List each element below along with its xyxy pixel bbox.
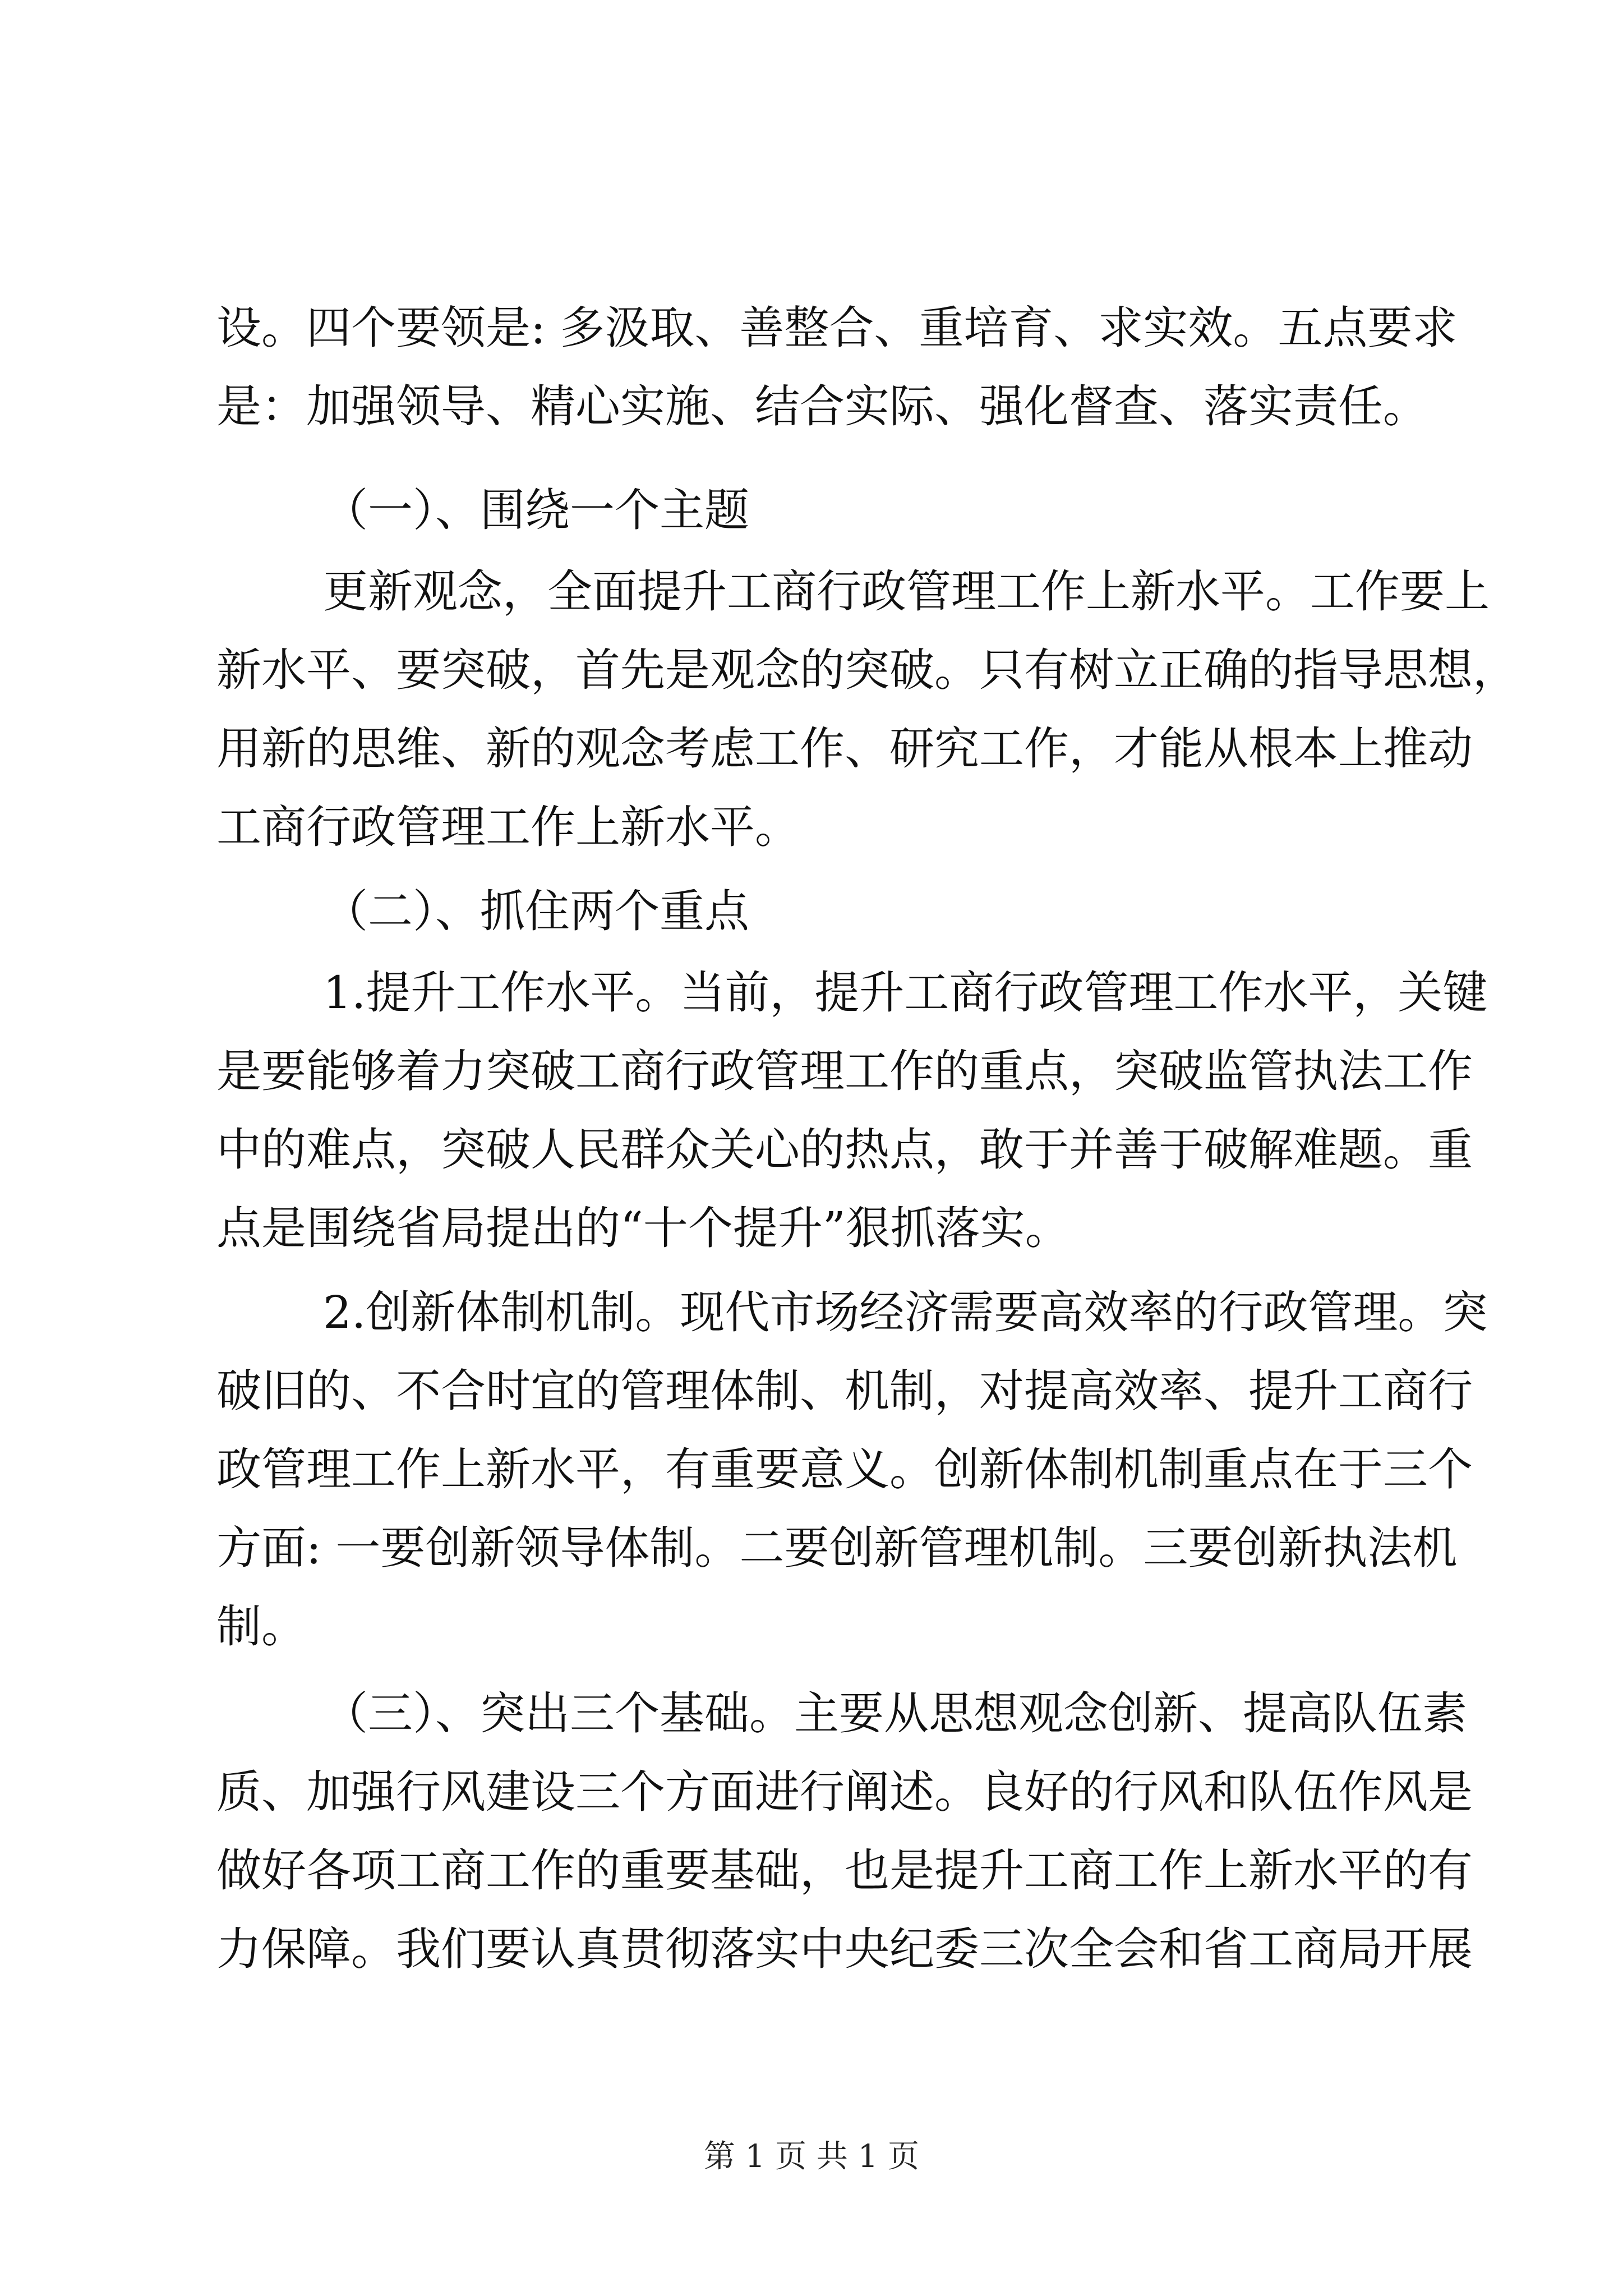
text-line: 点是围绕省局提出的“十个提升”狠抓落实。 <box>216 1202 1070 1254</box>
text-line: 做好各项工商工作的重要基础，也是提升工商工作上新水平的有 <box>216 1844 1473 1897</box>
text-line: 用新的思维、新的观念考虑工作、研究工作，才能从根本上推动 <box>216 723 1473 775</box>
text-line: 设。四个要领是: 多汲取、善整合、重培育、求实效。五点要求 <box>216 302 1458 354</box>
text-line: 破旧的、不合时宜的管理体制、机制，对提高效率、提升工商行 <box>216 1365 1473 1417</box>
text-line: 方面: 一要创新领导体制。二要创新管理机制。三要创新执法机 <box>216 1522 1458 1574</box>
text-line: 政管理工作上新水平，有重要意义。创新体制机制重点在于三个 <box>216 1443 1473 1496</box>
text-line: 新水平、要突破，首先是观念的突破。只有树立正确的指导思想， <box>216 644 1518 696</box>
text-line: 力保障。我们要认真贯彻落实中央纪委三次全会和省工商局开展 <box>216 1923 1473 1975</box>
text-line: 质、加强行风建设三个方面进行阐述。良好的行风和队伍作风是 <box>216 1766 1473 1818</box>
text-line: 制。 <box>216 1600 306 1653</box>
text-line: 1.提升工作水平。当前，提升工商行政管理工作水平，关键 <box>323 967 1488 1019</box>
text-line: 工商行政管理工作上新水平。 <box>216 801 800 853</box>
text-line: 是要能够着力突破工商行政管理工作的重点，突破监管执法工作 <box>216 1045 1473 1097</box>
text-line: （三）、突出三个基础。主要从思想观念创新、提高队伍素 <box>323 1687 1467 1740</box>
page-footer: 第 1 页 共 1 页 <box>703 2138 920 2175</box>
text-line: 更新观念，全面提升工商行政管理工作上新水平。工作要上 <box>323 565 1490 618</box>
section-heading: （二）、抓住两个重点 <box>323 885 749 937</box>
text-line: 中的难点，突破人民群众关心的热点，敢于并善于破解难题。重 <box>216 1124 1473 1176</box>
section-heading: （一）、围绕一个主题 <box>323 484 749 536</box>
text-line: 2.创新体制机制。现代市场经济需要高效率的行政管理。突 <box>323 1286 1488 1338</box>
text-line: 是：加强领导、精心实施、结合实际、强化督查、落实责任。 <box>216 380 1428 432</box>
